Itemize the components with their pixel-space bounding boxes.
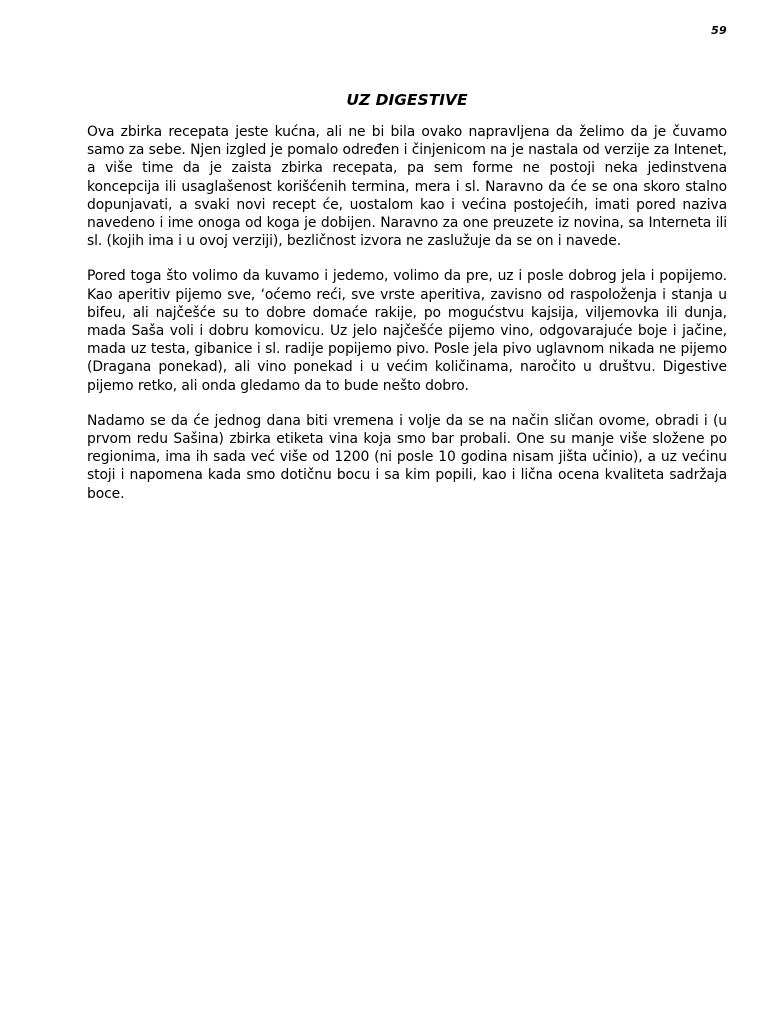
paragraph-drinks: Pored toga što volimo da kuvamo i jedemo, volimo da pre, uz i posle dobrog jela i popijemo. Kao aperitiv pijemo sve, ‘oćemo reći, sve vrste aperitiva, zavisno od raspoloženja i stanja u bifeu, ali najčešće su to dobre domaće rakije, po mogućstvu kajsija, viljemovka ili dunja, mada Saša voli i dobru komovicu. Uz jelo najčešće pijemo vino, odgovarajuće boje i jačine, mada uz testa, gibanice i sl. radije popijemo pivo. Posle jela pivo uglavnom nikada ne pijemo (Dragana ponekad), ali vino ponekad i u većim količinama, naročito u društvu. Digestive pijemo retko, ali onda gledamo da to bude nešto dobro.	[87, 268, 727, 394]
document-body	[87, 89, 727, 520]
document-title: UZ DIGESTIVE	[346, 91, 468, 109]
paragraph-wine-labels: Nadamo se da će jednog dana biti vremena i volje da se na način sličan ovome, obradi i (u prvom redu Sašina) zbirka etiketa vina koja smo bar probali. One su manje više složene po regionima, ima ih sada već više od 1200 (ni posle 10 godina nisam jišta učinio), a uz većinu stoji i napomena kada smo dotičnu bocu i sa kim popili, kao i lična ocena kvaliteta sadržaja boce.	[87, 412, 727, 502]
paragraph-intro: Ova zbirka recepata jeste kućna, ali ne bi bila ovako napravljena da želimo da je čuvamo samo za sebe. Njen izgled je pomalo određen i činjenicom na je nastala od verzije za Intenet, a više time da je zaista zbirka recepata, pa sem forme ne postoji neka jedinstvena koncepcija ili usaglašenost korišćenih termina, mera i sl. Naravno da će se ona skoro stalno dopunjavati, a svaki novi recept će, uostalom kao i većina postojećih, imati pored naziva navedeno i ime onoga od koga je dobijen. Naravno za one preuzete iz novina, sa Interneta ili sl. (kojih ima i u ovoj verziji), bezličnost izvora ne zaslužuje da se on i navede.	[87, 124, 727, 250]
page-number: 59	[711, 24, 727, 37]
